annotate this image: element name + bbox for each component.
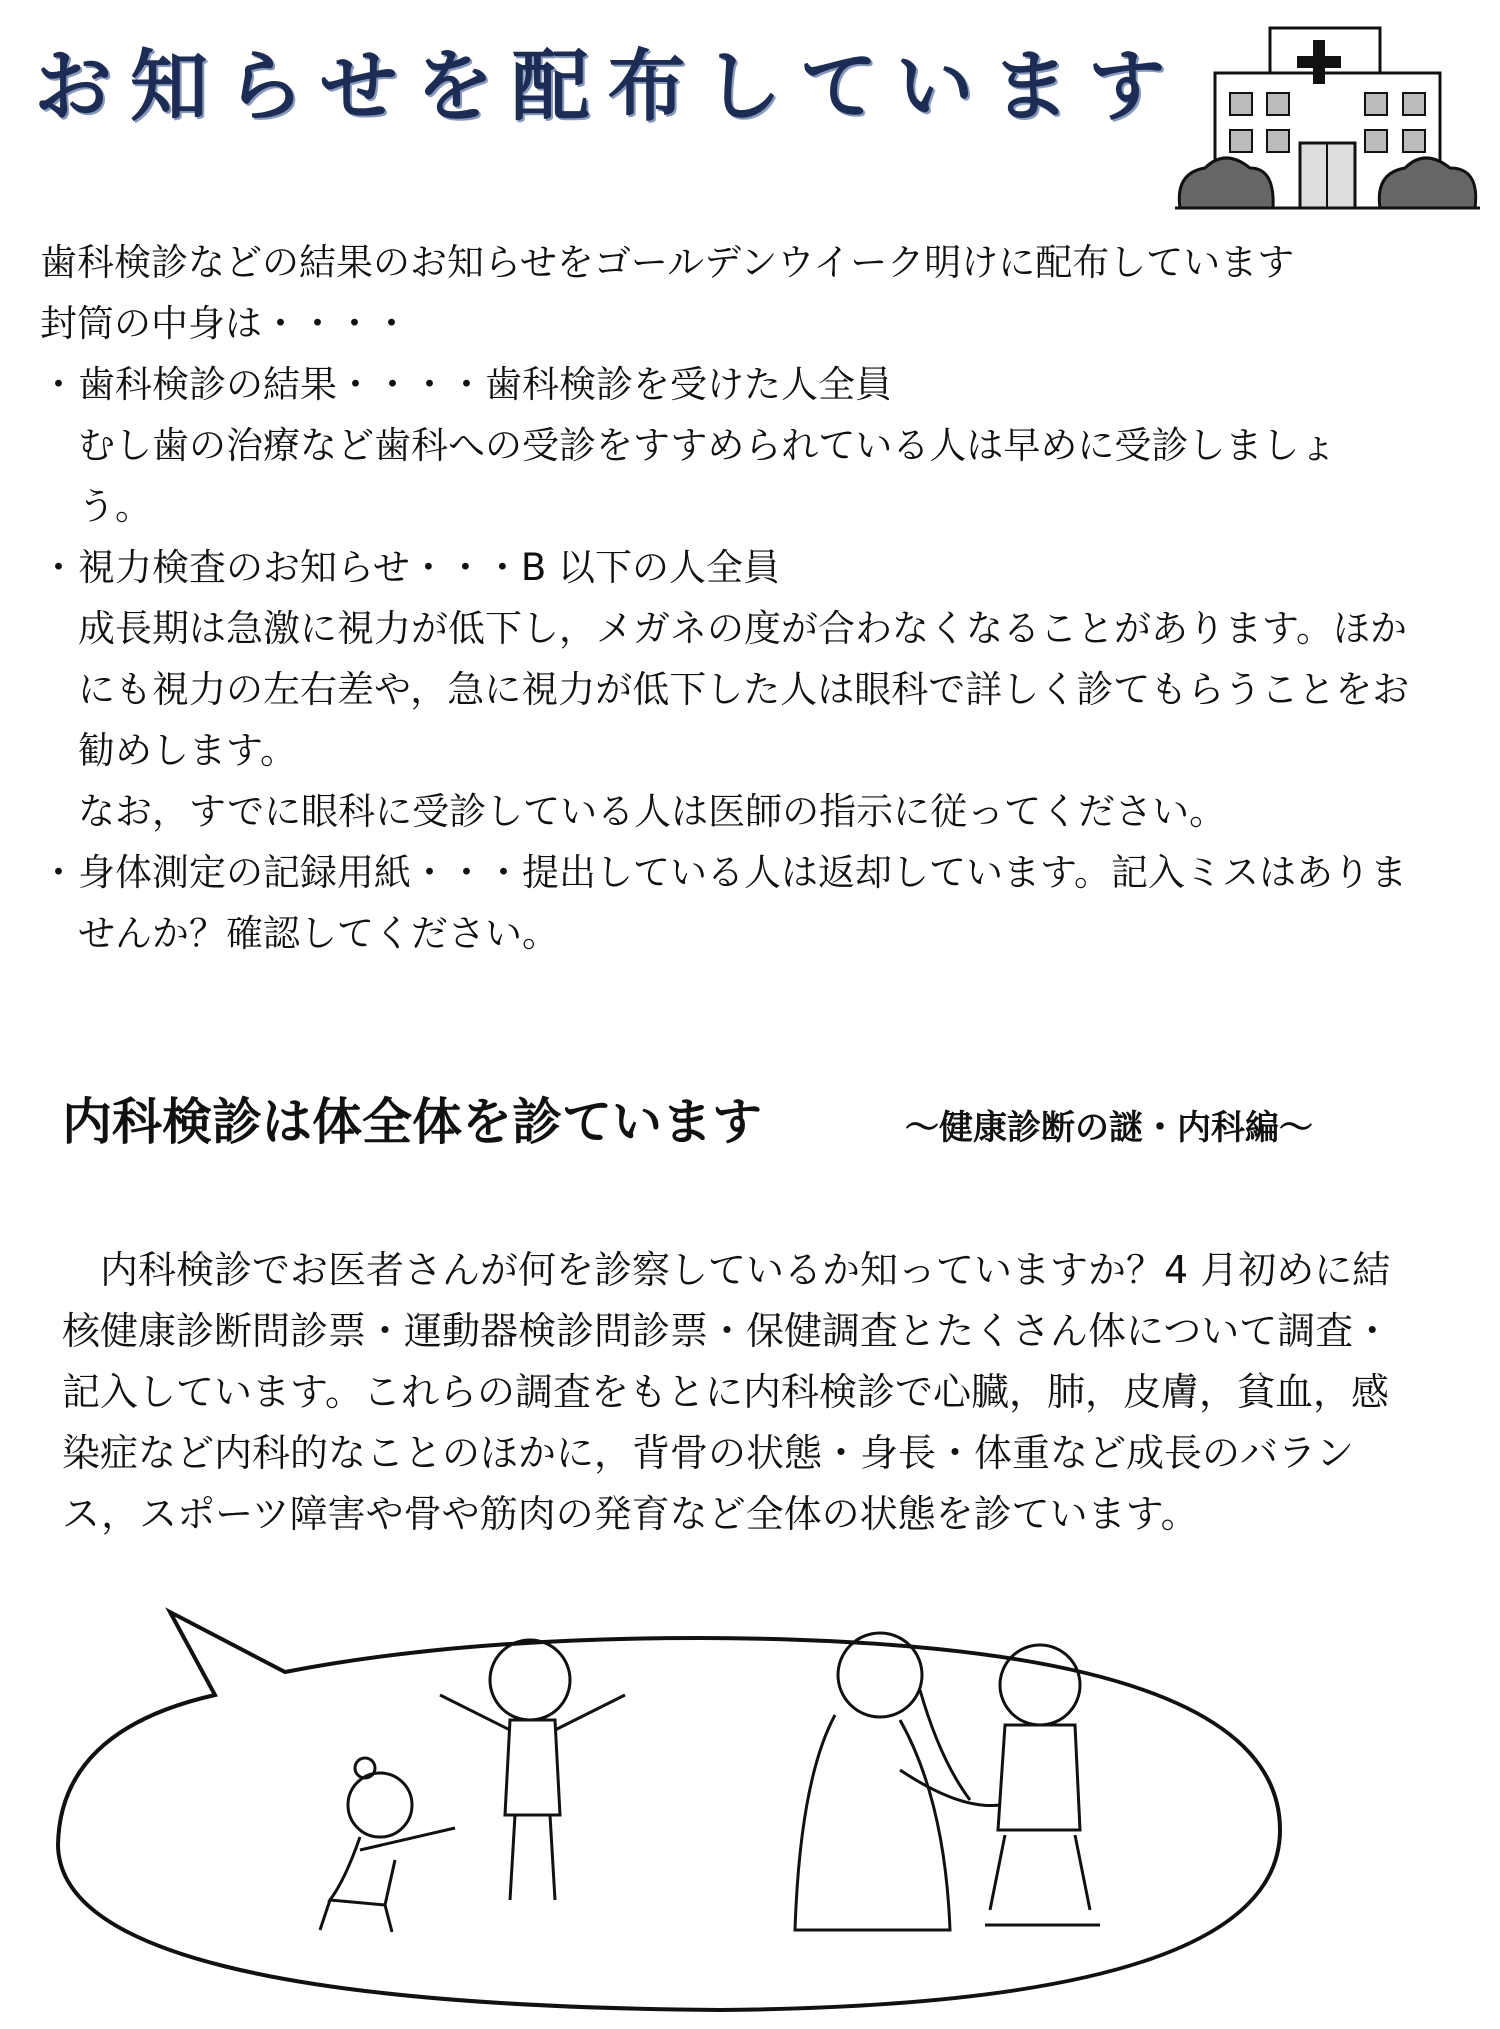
notice-block [40,232,1410,964]
item-body: なお，すでに眼科に受診している人は医師の指示に従ってください。 [78,790,1227,833]
item-head: 歯科検診の結果・・・・歯科検診を受けた人全員 [78,363,892,406]
section-subheading: ～健康診断の謎・内科編～ [905,1108,1313,1148]
item-body: むし歯の治療など歯科への受診をすすめられている人は早めに受診しましょう。 [78,424,1337,528]
bullet-mark: ・ [40,851,77,894]
section-body: 内科検診でお医者さんが何を診察しているか知っていますか？4 月初めに結核健康診断問診票・運動器検診問診票・保健調査とたくさん体について調査・記入しています。これらの調査をもとに内科検診で心臓，肺，皮膚，貧血，感染症など内科的なことのほかに，背骨の状態・身長・体重など成長のバランス，スポーツ障害や骨や筋肉の発育など全体の状態を診ています。 [62,1248,1392,1536]
bullet-mark: ・ [40,363,77,406]
bullet-mark: ・ [40,546,77,589]
list-item [40,537,1410,842]
envelope-text: 封筒の中身は・・・・ [40,302,410,345]
page-title: お知らせを配布しています [34,42,1184,132]
list-item [40,842,1410,964]
speech-bubble-illustration [40,1600,1490,2020]
item-head: 身体測定の記録用紙・・・提出している人は返却しています。記入ミスはありませんか？確認してください。 [78,851,1408,955]
section-heading: 内科検診は体全体を診ています [62,1093,762,1151]
list-item [40,354,1410,537]
intro-text: 歯科検診などの結果のお知らせをゴールデンウイーク明けに配布しています [40,241,1295,284]
item-body: 成長期は急激に視力が低下し，メガネの度が合わなくなることがあります。ほかにも視力の左右差や，急に視力が低下した人は眼科で詳しく診てもらうことをお勧めします。 [78,607,1410,772]
item-head: 視力検査のお知らせ・・・B 以下の人全員 [78,546,781,589]
hospital-illustration [1175,18,1480,213]
